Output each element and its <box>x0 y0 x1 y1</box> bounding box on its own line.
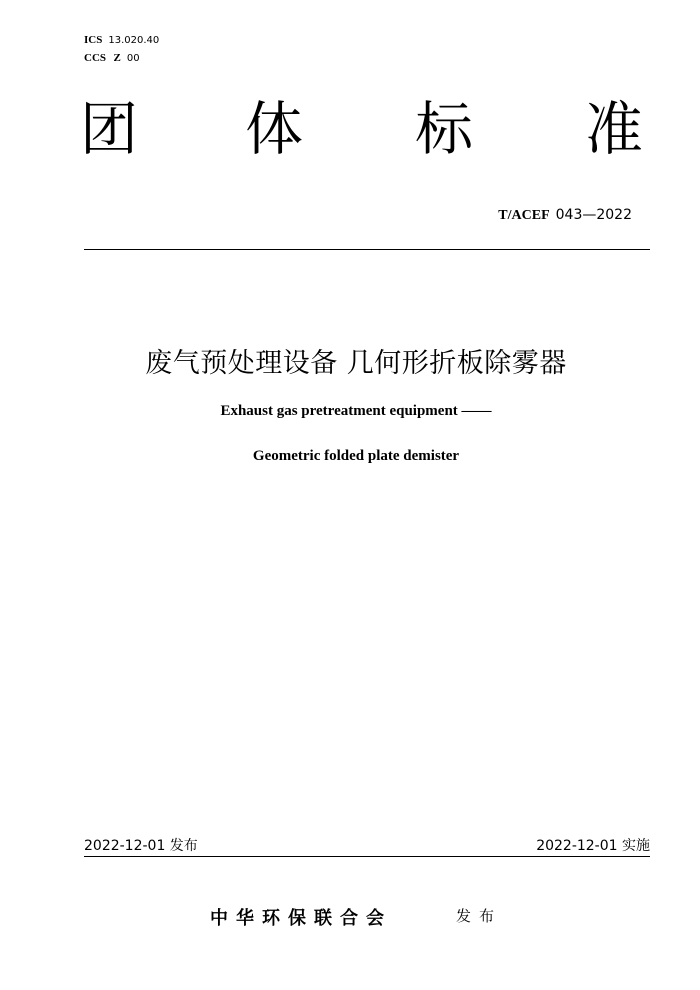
ics-value: 13.020.40 <box>108 35 160 46</box>
standard-type-char-1: 团 <box>80 95 139 163</box>
title-english-line-1: Exhaust gas pretreatment equipment —— <box>220 403 492 419</box>
issuer-action: 发布 <box>456 907 503 925</box>
publish-date: 2022-12-01 发布 <box>84 838 198 854</box>
ccs-class: Z <box>113 52 121 64</box>
standard-type-char-2: 体 <box>245 95 304 163</box>
ccs-line <box>84 51 140 66</box>
standard-type-char-4: 准 <box>585 95 644 163</box>
ics-label: ICS <box>84 34 103 46</box>
ccs-value: 00 <box>126 53 140 64</box>
ccs-label: CCS <box>84 52 107 64</box>
title-chinese: 废气预处理设备 几何形折板除雾器 <box>145 348 567 379</box>
header-divider <box>84 249 650 250</box>
standard-type-char-3: 标 <box>415 95 474 163</box>
standard-number-prefix: T/ACEF <box>498 208 550 223</box>
implement-date: 2022-12-01 实施 <box>536 838 650 854</box>
standard-number <box>498 207 632 224</box>
issuer-name: 中华环保联合会 <box>210 908 392 929</box>
standard-number-value: 043—2022 <box>555 207 632 223</box>
ics-line <box>84 33 159 48</box>
title-english-line-2: Geometric folded plate demister <box>252 448 460 464</box>
footer-divider <box>84 856 650 857</box>
